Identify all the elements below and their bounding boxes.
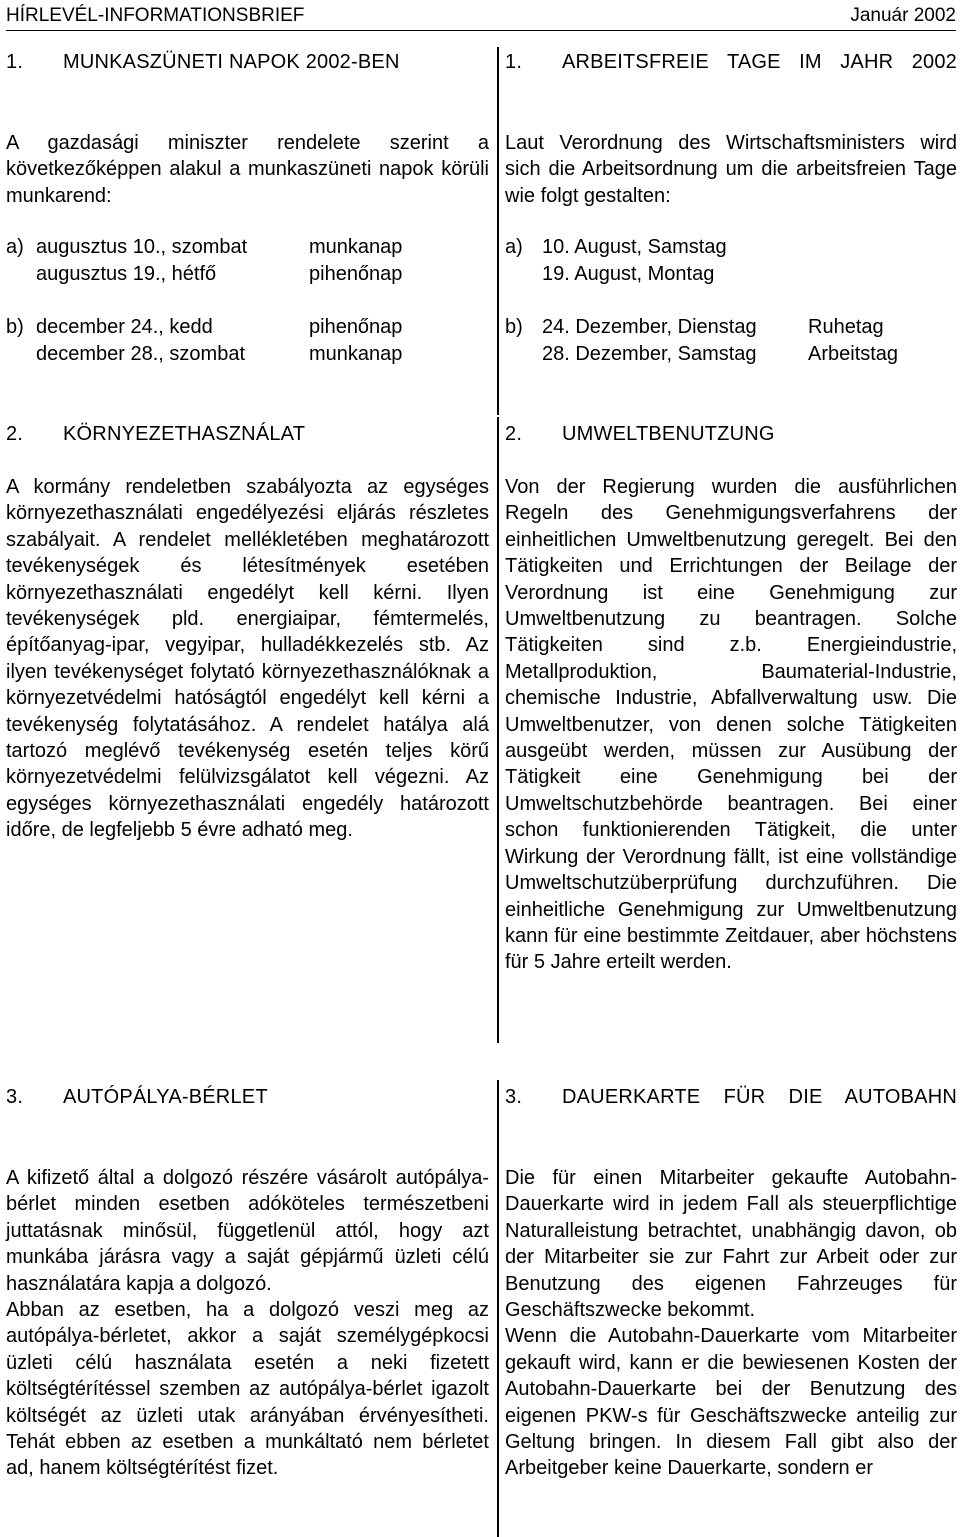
section-2-body-de: Von der Regierung wurden die ausführlichen Regeln des Genehmigungsverfahrens der einheitlichen Umweltbenutzung geregelt. Bei den Tätigkeiten und Errichtungen der Beilage der Verordnung ist eine Genehmigung zur Umweltbenutzung zu beantragen. Solche Tätigkeiten sind z.b. Energieindustrie, Metallproduktion, Baumaterial-Industrie, chemische Industrie, Abfallverwaltung usw. Die Umweltbenutzer, von denen solche Tätigkeiten ausgeübt werden, müssen zur Ausübung der Tätigkeit eine Genehmigung bei der Umweltschutzbehörde beantragen. Bei einer schon funktionierenden Tätigkeit, die unter Wirkung der Verordnung fällt, ist eine vollständige Umweltschutzüberprüfung durchzuführen. Die einheitliche Genehmigung zur Umweltbenutzung kann für eine bestimmte Zeitdauer, aber höchstens für 5 Jahre erteilt werden. xyxy=(505,476,957,974)
list-day: 19. August, Montag xyxy=(542,263,715,285)
list-day: december 28., szombat xyxy=(36,343,245,365)
section-2-heading-de xyxy=(505,421,957,448)
section-3-body-de: Die für einen Mitarbeiter gekaufte Autobahn-Dauerkarte wird in jedem Fall als steuerpflichtige Naturalleistung betrachtet, unabhängig davon, ob der Mitarbeiter sie zur Fahrt zur Arbeit oder zur Benutzung des eigenen Fahrzeuges für Geschäftszwecke bekommt. Wenn die Autobahn-Dauerkarte vom Mitarbeiter gekauft wird, kann er die bewiesenen Kosten der Autobahn-Dauerkarte bei der Benutzung des eigenen PKW-s für Geschäftszwecke anteilig zur Geltung bringen. In diesem Fall gibt also der Arbeitgeber keine Dauerkarte, sondern er xyxy=(505,1167,957,1480)
section-3-heading-de xyxy=(505,1084,957,1111)
section-title: DAUERKARTE FÜR DIE AUTOBAHN xyxy=(562,1086,957,1108)
section-number: 1. xyxy=(505,51,523,73)
list-label: b) xyxy=(505,316,523,338)
list-day-type: munkanap xyxy=(309,236,403,258)
section-number: 3. xyxy=(6,1086,24,1108)
list-day: december 24., kedd xyxy=(36,316,213,338)
list-day-type: munkanap xyxy=(309,343,403,365)
list-day: augusztus 10., szombat xyxy=(36,236,248,258)
list-day-type: Arbeitstag xyxy=(808,343,899,365)
section-title: AUTÓPÁLYA-BÉRLET xyxy=(63,1086,268,1108)
newsletter-title: HÍRLEVÉL-INFORMATIONSBRIEF xyxy=(6,5,305,26)
list-day-type: Ruhetag xyxy=(808,316,884,338)
section-1-heading-hu xyxy=(6,49,486,76)
list-label: a) xyxy=(6,236,24,258)
section-number: 2. xyxy=(505,423,523,445)
list-day: augusztus 19., hétfő xyxy=(36,263,217,285)
section-2-heading-hu xyxy=(6,421,486,448)
list-label: b) xyxy=(6,316,24,338)
page-header xyxy=(6,4,956,31)
section-1-intro-hu: A gazdasági miniszter rendelete szerint a következőképpen alakul a munkaszüneti napok körüli munkarend: xyxy=(6,132,489,207)
column-divider xyxy=(497,417,499,1043)
section-number: 1. xyxy=(6,51,24,73)
column-divider xyxy=(497,1080,499,1537)
section-3-heading-hu xyxy=(6,1084,486,1111)
section-1-list-de xyxy=(505,234,957,364)
section-number: 3. xyxy=(505,1086,523,1108)
list-label: a) xyxy=(505,236,523,258)
section-1-intro-de: Laut Verordnung des Wirtschaftsministers wird sich die Arbeitsordnung um die arbeitsfreien Tage wie folgt gestalten: xyxy=(505,132,957,207)
section-1-list-hu xyxy=(6,234,486,364)
section-title: KÖRNYEZETHASZNÁLAT xyxy=(63,423,306,445)
list-day: 24. Dezember, Dienstag xyxy=(542,316,757,338)
list-day: 28. Dezember, Samstag xyxy=(542,343,757,365)
section-title: MUNKASZÜNETI NAPOK 2002-BEN xyxy=(63,51,400,73)
column-divider xyxy=(497,47,499,415)
section-number: 2. xyxy=(6,423,24,445)
section-title: ARBEITSFREIE TAGE IM JAHR 2002 xyxy=(562,51,957,73)
section-2-body-hu: A kormány rendeletben szabályozta az egységes környezethasználati engedélyezési eljárás részletes szabályait. A rendelet mellékletében meghatározott tevékenységek és létesítmények esetében környezethasználati engedélyt kell kérni. Ilyen tevékenységek pld. energiaipar, fémtermelés, építőanyag-ipar, vegyipar, hulladékkezelés stb. Az ilyen tevékenységet folytató környezethasználóknak a környezetvédelmi hatóságtól engedélyt kell kérni a tevékenység folytatásához. A rendelet hatálya alá tartozó meglévő tevékenység esetén teljes körű környezetvédelmi felülvizsgálatot kell végezni. Az egységes környezethasználati engedély határozott időre, de legfeljebb 5 évre adható meg. xyxy=(6,476,489,842)
list-day: 10. August, Samstag xyxy=(542,236,727,258)
list-day-type: pihenőnap xyxy=(309,316,403,338)
section-1-heading-de xyxy=(505,49,957,76)
list-day-type: pihenőnap xyxy=(309,263,403,285)
section-3-body-hu: A kifizető által a dolgozó részére vásárolt autópálya-bérlet minden esetben adóköteles természetbeni juttatásnak minősül, függetlenül attól, hogy azt munkába járásra vagy a saját gépjármű üzleti célú használatára kapja a dolgozó. Abban az esetben, ha a dolgozó veszi meg az autópálya-bérletet, akkor a saját személygépkocsi üzleti célú használata esetén a neki fizetett költségtérítéssel szemben az autópálya-bérlet igazolt költségét az üzleti utak arányában érvényesítheti. Tehát ebben az esetben a munkáltató nem bérletet ad, hanem költségtérítést fizet. xyxy=(6,1167,489,1480)
section-title: UMWELTBENUTZUNG xyxy=(562,423,775,445)
issue-date: Január 2002 xyxy=(850,5,956,26)
